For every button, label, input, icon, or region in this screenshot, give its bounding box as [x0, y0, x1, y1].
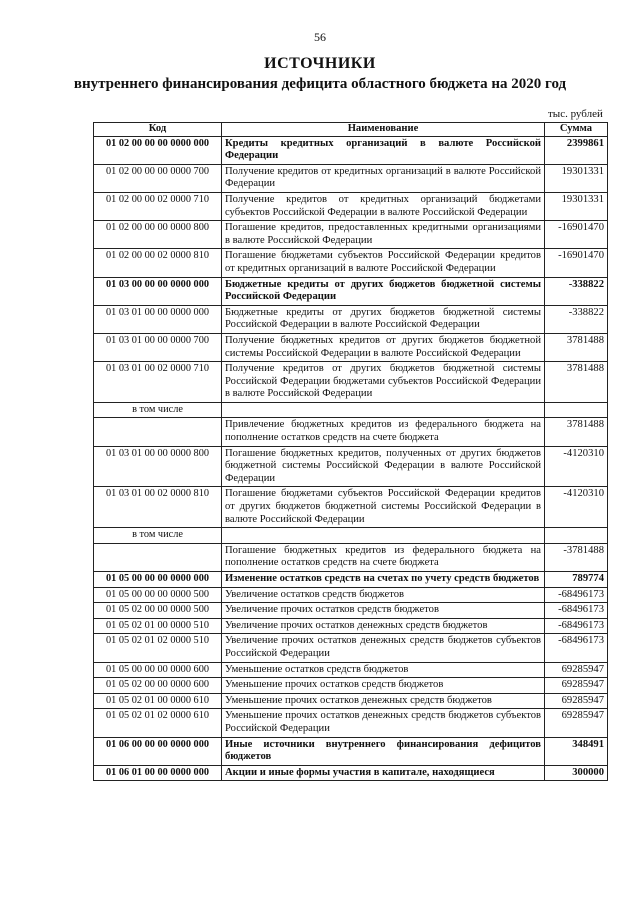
sum-cell: 19301331 — [545, 192, 608, 220]
name-cell: Уменьшение прочих остатков денежных средств бюджетов субъектов Российской Федерации — [222, 709, 545, 737]
name-cell: Изменение остатков средств на счетах по учету средств бюджетов — [222, 572, 545, 588]
name-cell: Увеличение прочих остатков денежных средств бюджетов субъектов Российской Федерации — [222, 634, 545, 662]
name-cell: Привлечение бюджетных кредитов из федерального бюджета на пополнение остатков средств на счете бюджета — [222, 418, 545, 446]
name-cell: Иные источники внутреннего финансирования дефицитов бюджетов — [222, 737, 545, 765]
table-row — [94, 765, 608, 781]
name-cell: Увеличение прочих остатков средств бюджетов — [222, 603, 545, 619]
sum-cell: 3781488 — [545, 418, 608, 446]
table-row — [94, 543, 608, 571]
table-row — [94, 737, 608, 765]
table-row — [94, 305, 608, 333]
code-cell: 01 05 02 00 00 0000 500 — [94, 603, 222, 619]
code-cell: 01 03 01 00 00 0000 800 — [94, 446, 222, 487]
code-cell: 01 05 00 00 00 0000 500 — [94, 587, 222, 603]
sum-cell: 300000 — [545, 765, 608, 781]
sum-cell: 69285947 — [545, 662, 608, 678]
code-cell: в том числе — [94, 402, 222, 418]
sum-cell: 3781488 — [545, 333, 608, 361]
name-cell: Уменьшение прочих остатков средств бюджетов — [222, 678, 545, 694]
name-cell: Акции и иные формы участия в капитале, находящиеся — [222, 765, 545, 781]
sum-cell: -68496173 — [545, 618, 608, 634]
code-cell: 01 06 00 00 00 0000 000 — [94, 737, 222, 765]
name-cell — [222, 402, 545, 418]
document-title: ИСТОЧНИКИ — [264, 55, 376, 72]
sum-cell: -4120310 — [545, 487, 608, 528]
table-row — [94, 587, 608, 603]
table-row — [94, 221, 608, 249]
code-cell: 01 02 00 00 02 0000 710 — [94, 192, 222, 220]
sum-cell: 69285947 — [545, 693, 608, 709]
name-cell: Погашение бюджетами субъектов Российской Федерации кредитов от других бюджетов бюджетной системы Российской Федерации в валюте Российской Федерации — [222, 487, 545, 528]
table-row — [94, 362, 608, 403]
sum-cell: -3781488 — [545, 543, 608, 571]
sum-cell — [545, 402, 608, 418]
document-subtitle: внутреннего финансирования дефицита областного бюджета на 2020 год — [73, 76, 567, 92]
sum-cell: 69285947 — [545, 678, 608, 694]
code-cell: 01 03 00 00 00 0000 000 — [94, 277, 222, 305]
name-cell: Получение кредитов от кредитных организаций бюджетами субъектов Российской Федерации в валюте Российской Федерации — [222, 192, 545, 220]
table-row — [94, 693, 608, 709]
table-header-row — [94, 123, 608, 137]
name-cell: Погашение бюджетных кредитов, полученных от других бюджетов бюджетной системы Российской Федерации в валюте Российской Федерации — [222, 446, 545, 487]
name-cell: Кредиты кредитных организаций в валюте Российской Федерации — [222, 136, 545, 164]
code-cell: 01 05 02 01 00 0000 610 — [94, 693, 222, 709]
table-row — [94, 192, 608, 220]
name-cell: Бюджетные кредиты от других бюджетов бюджетной системы Российской Федерации в валюте Российской Федерации — [222, 305, 545, 333]
name-cell: Бюджетные кредиты от других бюджетов бюджетной системы Российской Федерации — [222, 277, 545, 305]
name-cell: Получение кредитов от других бюджетов бюджетной системы Российской Федерации бюджетами субъектов Российской Федерации в валюте Российской Федерации — [222, 362, 545, 403]
table-row — [94, 487, 608, 528]
table-row — [94, 249, 608, 277]
table-row — [94, 418, 608, 446]
table-row — [94, 446, 608, 487]
sum-cell: 19301331 — [545, 164, 608, 192]
name-cell: Получение бюджетных кредитов от других бюджетов бюджетной системы Российской Федерации в валюте Российской Федерации — [222, 333, 545, 361]
code-cell: 01 02 00 00 00 0000 800 — [94, 221, 222, 249]
code-cell: 01 05 02 01 02 0000 610 — [94, 709, 222, 737]
code-cell: в том числе — [94, 528, 222, 544]
name-cell: Уменьшение остатков средств бюджетов — [222, 662, 545, 678]
sum-cell: 3781488 — [545, 362, 608, 403]
header-sum: Сумма — [545, 123, 608, 137]
name-cell — [222, 528, 545, 544]
header-code: Код — [94, 123, 222, 137]
code-cell: 01 05 00 00 00 0000 000 — [94, 572, 222, 588]
sum-cell: 348491 — [545, 737, 608, 765]
table-row — [94, 528, 608, 544]
name-cell: Получение кредитов от кредитных организаций в валюте Российской Федерации — [222, 164, 545, 192]
code-cell: 01 05 02 00 00 0000 600 — [94, 678, 222, 694]
table-row — [94, 277, 608, 305]
sum-cell: -68496173 — [545, 587, 608, 603]
name-cell: Погашение бюджетных кредитов из федерального бюджета на пополнение остатков средств на счете бюджета — [222, 543, 545, 571]
table-row — [94, 136, 608, 164]
header-name: Наименование — [222, 123, 545, 137]
sum-cell: -16901470 — [545, 249, 608, 277]
code-cell: 01 05 02 01 00 0000 510 — [94, 618, 222, 634]
sum-cell — [545, 528, 608, 544]
table-row — [94, 603, 608, 619]
sum-cell: -338822 — [545, 305, 608, 333]
table-row — [94, 618, 608, 634]
table-row — [94, 662, 608, 678]
name-cell: Погашение кредитов, предоставленных кредитными организациями в валюте Российской Федерации — [222, 221, 545, 249]
code-cell: 01 02 00 00 00 0000 700 — [94, 164, 222, 192]
sum-cell: -338822 — [545, 277, 608, 305]
units-label: тыс. рублей — [548, 108, 603, 120]
code-cell — [94, 543, 222, 571]
code-cell — [94, 418, 222, 446]
code-cell: 01 06 01 00 00 0000 000 — [94, 765, 222, 781]
sum-cell: -16901470 — [545, 221, 608, 249]
name-cell: Увеличение прочих остатков денежных средств бюджетов — [222, 618, 545, 634]
code-cell: 01 03 01 00 00 0000 700 — [94, 333, 222, 361]
sum-cell: -4120310 — [545, 446, 608, 487]
code-cell: 01 02 00 00 00 0000 000 — [94, 136, 222, 164]
code-cell: 01 03 01 00 02 0000 710 — [94, 362, 222, 403]
sum-cell: 2399861 — [545, 136, 608, 164]
table-row — [94, 572, 608, 588]
code-cell: 01 03 01 00 02 0000 810 — [94, 487, 222, 528]
name-cell: Погашение бюджетами субъектов Российской Федерации кредитов от кредитных организаций в валюте Российской Федерации — [222, 249, 545, 277]
sum-cell: -68496173 — [545, 603, 608, 619]
sum-cell: -68496173 — [545, 634, 608, 662]
code-cell: 01 05 00 00 00 0000 600 — [94, 662, 222, 678]
table-row — [94, 634, 608, 662]
sum-cell: 789774 — [545, 572, 608, 588]
sum-cell: 69285947 — [545, 709, 608, 737]
code-cell: 01 03 01 00 00 0000 000 — [94, 305, 222, 333]
name-cell: Увеличение остатков средств бюджетов — [222, 587, 545, 603]
page-number: 56 — [314, 30, 326, 44]
table-row — [94, 333, 608, 361]
table-row — [94, 709, 608, 737]
name-cell: Уменьшение прочих остатков денежных средств бюджетов — [222, 693, 545, 709]
code-cell: 01 02 00 00 02 0000 810 — [94, 249, 222, 277]
financing-sources-table — [93, 122, 608, 781]
table-row — [94, 164, 608, 192]
table-row — [94, 678, 608, 694]
table-row — [94, 402, 608, 418]
code-cell: 01 05 02 01 02 0000 510 — [94, 634, 222, 662]
